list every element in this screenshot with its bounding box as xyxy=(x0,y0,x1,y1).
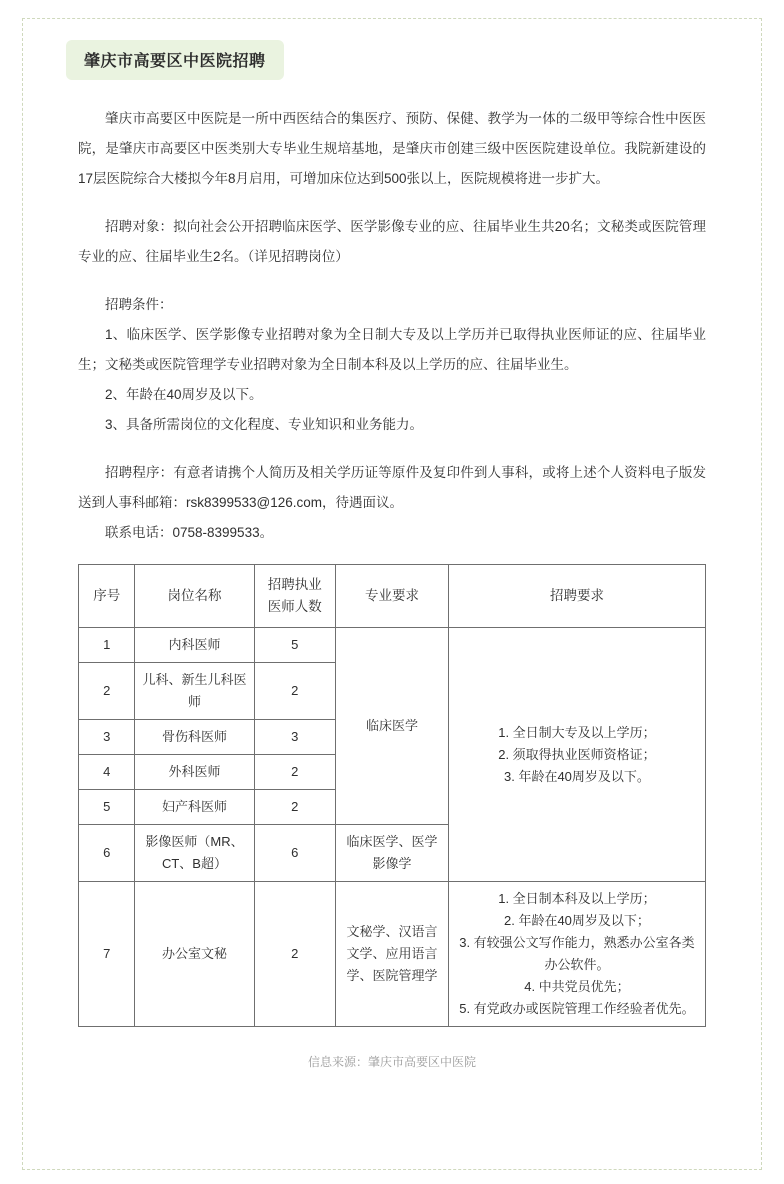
recruit-target-paragraph: 招聘对象：拟向社会公开招聘临床医学、医学影像专业的应、往届毕业生共20名；文秘类或医院管理专业的应、往届毕业生2名。（详见招聘岗位） xyxy=(78,219,706,264)
cell-requirement-clinical xyxy=(448,628,705,882)
cell-no: 2 xyxy=(79,663,135,720)
title-area xyxy=(54,34,730,94)
cell-major-secretary: 文秘学、汉语言文学、应用语言学、医院管理学 xyxy=(336,882,449,1027)
jobs-table xyxy=(78,564,706,1027)
cell-count: 6 xyxy=(254,825,336,882)
jobs-table-area xyxy=(54,548,730,1027)
col-header-count-line1: 招聘执业 xyxy=(267,577,322,592)
jobs-table-head xyxy=(79,565,706,628)
condition-item-1: 1、临床医学、医学影像专业招聘对象为全日制大专及以上学历并已取得执业医师证的应、往届毕业生；文秘类或医院管理学专业招聘对象为全日制本科及以上学历的应、往届毕业生。 xyxy=(78,327,706,372)
conditions-heading: 招聘条件： xyxy=(105,297,173,312)
cell-major-clinical: 临床医学 xyxy=(336,628,449,825)
req-clinical-line-1: 1. 全日制大专及以上学历； xyxy=(498,724,656,740)
cell-post: 办公室文秘 xyxy=(135,882,254,1027)
cell-no: 6 xyxy=(79,825,135,882)
col-header-post: 岗位名称 xyxy=(135,565,254,628)
jobs-table-body xyxy=(79,628,706,1027)
cell-requirement-secretary xyxy=(448,882,705,1027)
cell-count: 5 xyxy=(254,628,336,663)
cell-post: 妇产科医师 xyxy=(135,790,254,825)
col-header-requirement: 招聘要求 xyxy=(448,565,705,628)
cell-post: 内科医师 xyxy=(135,628,254,663)
req-clinical-line-2: 2. 须取得执业医师资格证； xyxy=(498,746,656,762)
col-header-count-line2: 医师人数 xyxy=(267,599,322,614)
cell-no: 3 xyxy=(79,720,135,755)
procedure-paragraph: 招聘程序：有意者请携个人简历及相关学历证等原件及复印件到人事科，或将上述个人资料电子版发送到人事科邮箱：rsk8399533@126.com，待遇面议。 xyxy=(78,465,706,510)
cell-count: 2 xyxy=(254,663,336,720)
page-title: 肇庆市高要区中医院招聘 xyxy=(66,40,284,80)
cell-no: 5 xyxy=(79,790,135,825)
cell-post: 外科医师 xyxy=(135,755,254,790)
table-header-row xyxy=(79,565,706,628)
cell-no: 1 xyxy=(79,628,135,663)
col-header-count xyxy=(254,565,336,628)
req-secretary-line-3: 3. 有较强公文写作能力，熟悉办公室各类办公软件。 xyxy=(459,935,695,972)
contact-phone: 联系电话：0758-8399533。 xyxy=(105,525,274,540)
cell-post: 骨伤科医师 xyxy=(135,720,254,755)
source-note: 信息来源：肇庆市高要区中医院 xyxy=(307,1055,476,1069)
col-header-major: 专业要求 xyxy=(336,565,449,628)
cell-post: 影像医师（MR、CT、B超） xyxy=(135,825,254,882)
cell-post: 儿科、新生儿科医师 xyxy=(135,663,254,720)
col-header-no: 序号 xyxy=(79,565,135,628)
cell-count: 2 xyxy=(254,790,336,825)
cell-count: 2 xyxy=(254,755,336,790)
cell-no: 7 xyxy=(79,882,135,1027)
table-row xyxy=(79,882,706,1027)
req-clinical-line-3: 3. 年龄在40周岁及以下。 xyxy=(503,768,650,784)
req-secretary-line-1: 1. 全日制本科及以上学历； xyxy=(498,891,656,906)
req-secretary-line-5: 5. 有党政办或医院管理工作经验者优先。 xyxy=(459,1001,695,1016)
cell-major-imaging: 临床医学、医学影像学 xyxy=(336,825,449,882)
cell-no: 4 xyxy=(79,755,135,790)
intro-paragraph: 肇庆市高要区中医院是一所中西医结合的集医疗、预防、保健、教学为一体的二级甲等综合性中医医院，是肇庆市高要区中医类别大专毕业生规培基地，是肇庆市创建三级中医医院建设单位。我院新建设的17层医院综合大楼拟今年8月启用，可增加床位达到500张以上，医院规模将进一步扩大。 xyxy=(78,111,706,186)
condition-item-2: 2、年龄在40周岁及以下。 xyxy=(105,387,263,402)
table-row xyxy=(79,628,706,663)
condition-item-3: 3、具备所需岗位的文化程度、专业知识和业务能力。 xyxy=(105,417,424,432)
cell-count: 3 xyxy=(254,720,336,755)
article-body xyxy=(54,94,730,548)
cell-count: 2 xyxy=(254,882,336,1027)
document-content xyxy=(26,22,758,1070)
req-secretary-line-2: 2. 年龄在40周岁及以下； xyxy=(503,913,650,928)
req-secretary-line-4: 4. 中共党员优先； xyxy=(524,979,630,994)
